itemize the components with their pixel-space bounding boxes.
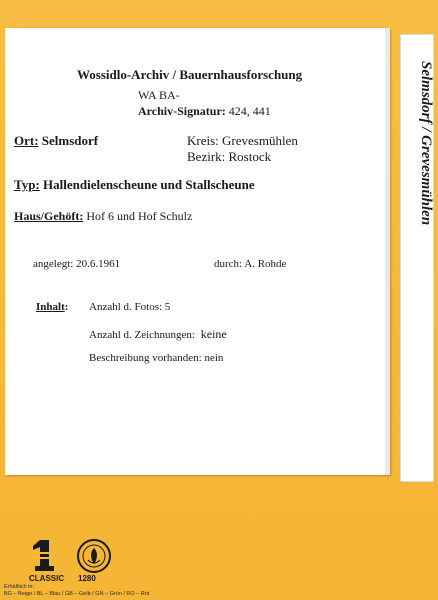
card-edge — [385, 28, 390, 475]
bezirk-field: Bezirk: Rostock — [187, 149, 272, 164]
spine-text: Selmsdorf / Grevesmühlen — [418, 61, 434, 226]
spine-label — [400, 34, 434, 482]
archive-signature — [138, 104, 271, 119]
haus-field — [14, 209, 192, 224]
availability-line-2: BG – Beige / BL – Blau / GB – Gelb / GN – Grün / RO – Rot — [4, 591, 150, 597]
angelegt-field: angelegt: 20.6.1961 — [33, 258, 121, 270]
inhalt-field — [36, 301, 68, 313]
zeichnungen-value: keine — [200, 327, 227, 341]
availability-line-1: Erhältlich in: — [4, 584, 34, 590]
ort-label: Ort: — [14, 133, 39, 148]
typ-label: Typ: — [14, 177, 40, 192]
ort-field — [14, 133, 98, 149]
ort-value: Selmsdorf — [41, 133, 99, 148]
signature-value: 424, 441 — [228, 104, 271, 118]
haus-label: Haus/Gehöft: — [14, 209, 84, 223]
classic-one-logo-icon — [30, 538, 58, 572]
durch-field: durch: A. Rohde — [214, 258, 287, 270]
inhalt-colon: : — [64, 301, 69, 313]
zeichnungen-field — [89, 327, 227, 342]
inhalt-label: Inhalt — [36, 301, 65, 313]
haus-value: Hof 6 und Hof Schulz — [86, 209, 193, 223]
classic-brand-text: CLASSIC — [29, 574, 65, 583]
archive-title: Wossidlo-Archiv / Bauernhausforschung — [77, 67, 303, 82]
typ-field — [14, 177, 255, 193]
signature-label: Archiv-Signatur: — [138, 104, 226, 118]
index-card — [5, 28, 390, 475]
product-number: 1280 — [78, 574, 96, 583]
fotos-field: Anzahl d. Fotos: 5 — [89, 301, 171, 313]
typ-value: Hallendielenscheune und Stallscheune — [43, 177, 255, 192]
environment-seal-icon — [76, 538, 112, 574]
zeichnungen-label: Anzahl d. Zeichnungen: — [89, 329, 195, 341]
wa-line: WA BA- — [138, 88, 180, 102]
beschreibung-field: Beschreibung vorhanden: nein — [89, 352, 224, 364]
kreis-field: Kreis: Grevesmühlen — [187, 133, 298, 148]
